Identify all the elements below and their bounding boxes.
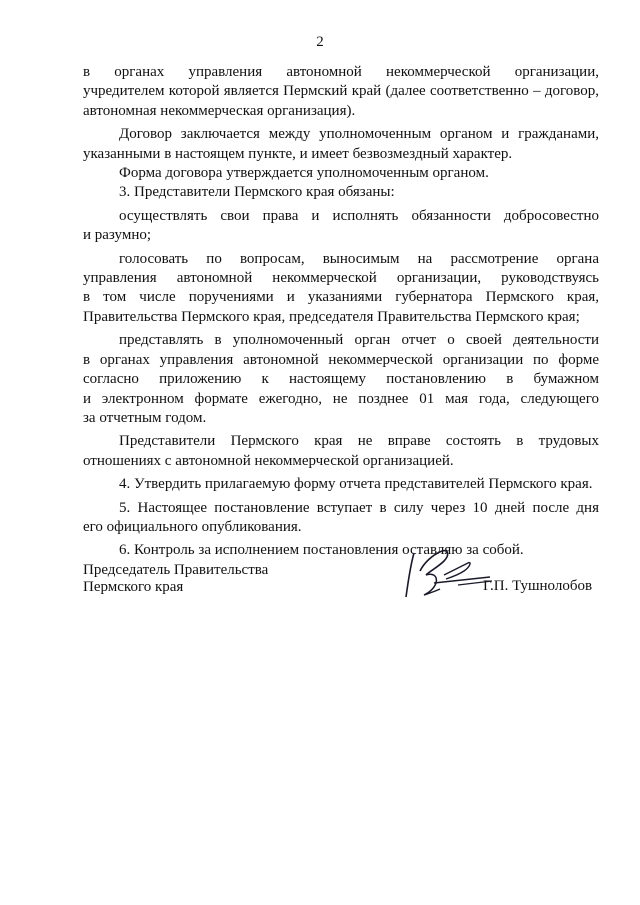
paragraph-duty-vote — [83, 250, 599, 328]
text-line: в органах управления автономной некоммерческой организации по форме — [83, 351, 599, 368]
text-line: отношениях с автономной некоммерческой организацией. — [83, 452, 454, 469]
text-line: согласно приложению к настоящему постановлению в бумажном — [83, 371, 599, 388]
paragraph-duty-report — [83, 331, 599, 428]
paragraph-contract-form — [83, 164, 599, 183]
signatory-title — [83, 562, 268, 596]
paragraph-restriction — [83, 432, 599, 471]
paragraph-item-5 — [83, 499, 599, 538]
text-line: его официального опубликования. — [83, 518, 302, 535]
text-line: 3. Представители Пермского края обязаны: — [119, 184, 395, 201]
page-number: 2 — [316, 34, 324, 50]
signatory-name: Г.П. Тушнолобов — [483, 578, 593, 594]
signatory-title-line: Пермского края — [83, 579, 184, 595]
text-line: Форма договора утверждается уполномоченным органом. — [119, 165, 489, 182]
paragraph-contract — [83, 125, 599, 164]
text-line: указанными в настоящем пункте, и имеет безвозмездный характер. — [83, 145, 513, 162]
paragraph-item-3 — [83, 183, 599, 202]
document-body — [83, 63, 599, 561]
text-line: Договор заключается между уполномоченным органом и гражданами, — [119, 126, 599, 143]
signatory-title-line: Председатель Правительства — [83, 562, 269, 578]
paragraph-item-4 — [83, 475, 599, 494]
text-line: в органах управления автономной некоммерческой организации, — [83, 64, 599, 80]
handwritten-signature — [400, 545, 495, 605]
text-line: и электронном формате ежегодно, не позднее 01 мая года, следующего — [83, 390, 599, 407]
text-line: представлять в уполномоченный орган отчет о своей деятельности — [119, 332, 599, 349]
text-line: управления автономной некоммерческой организации, руководствуясь — [83, 270, 599, 287]
paragraph-continuation — [83, 63, 599, 121]
text-line: 5. Настоящее постановление вступает в силу через 10 дней после дня — [119, 499, 599, 516]
text-line: Представители Пермского края не вправе состоять в трудовых — [119, 433, 599, 450]
paragraph-item-6 — [83, 541, 599, 560]
text-line: голосовать по вопросам, выносимым на рассмотрение органа — [119, 250, 599, 267]
text-line: учредителем которой является Пермский край (далее соответственно – договор, — [83, 83, 599, 100]
text-line: за отчетным годом. — [83, 409, 207, 426]
text-line: в том числе поручениями и указаниями губернатора Пермского края, — [83, 289, 599, 306]
text-line: осуществлять свои права и исполнять обязанности добросовестно — [119, 207, 599, 224]
paragraph-duty-rights — [83, 207, 599, 246]
text-line: автономная некоммерческая организация). — [83, 102, 356, 119]
text-line: 6. Контроль за исполнением постановления оставляю за собой. — [119, 542, 524, 559]
text-line: и разумно; — [83, 227, 152, 244]
text-line: 4. Утвердить прилагаемую форму отчета представителей Пермского края. — [119, 476, 593, 493]
text-line: Правительства Пермского края, председателя Правительства Пермского края; — [83, 308, 580, 325]
